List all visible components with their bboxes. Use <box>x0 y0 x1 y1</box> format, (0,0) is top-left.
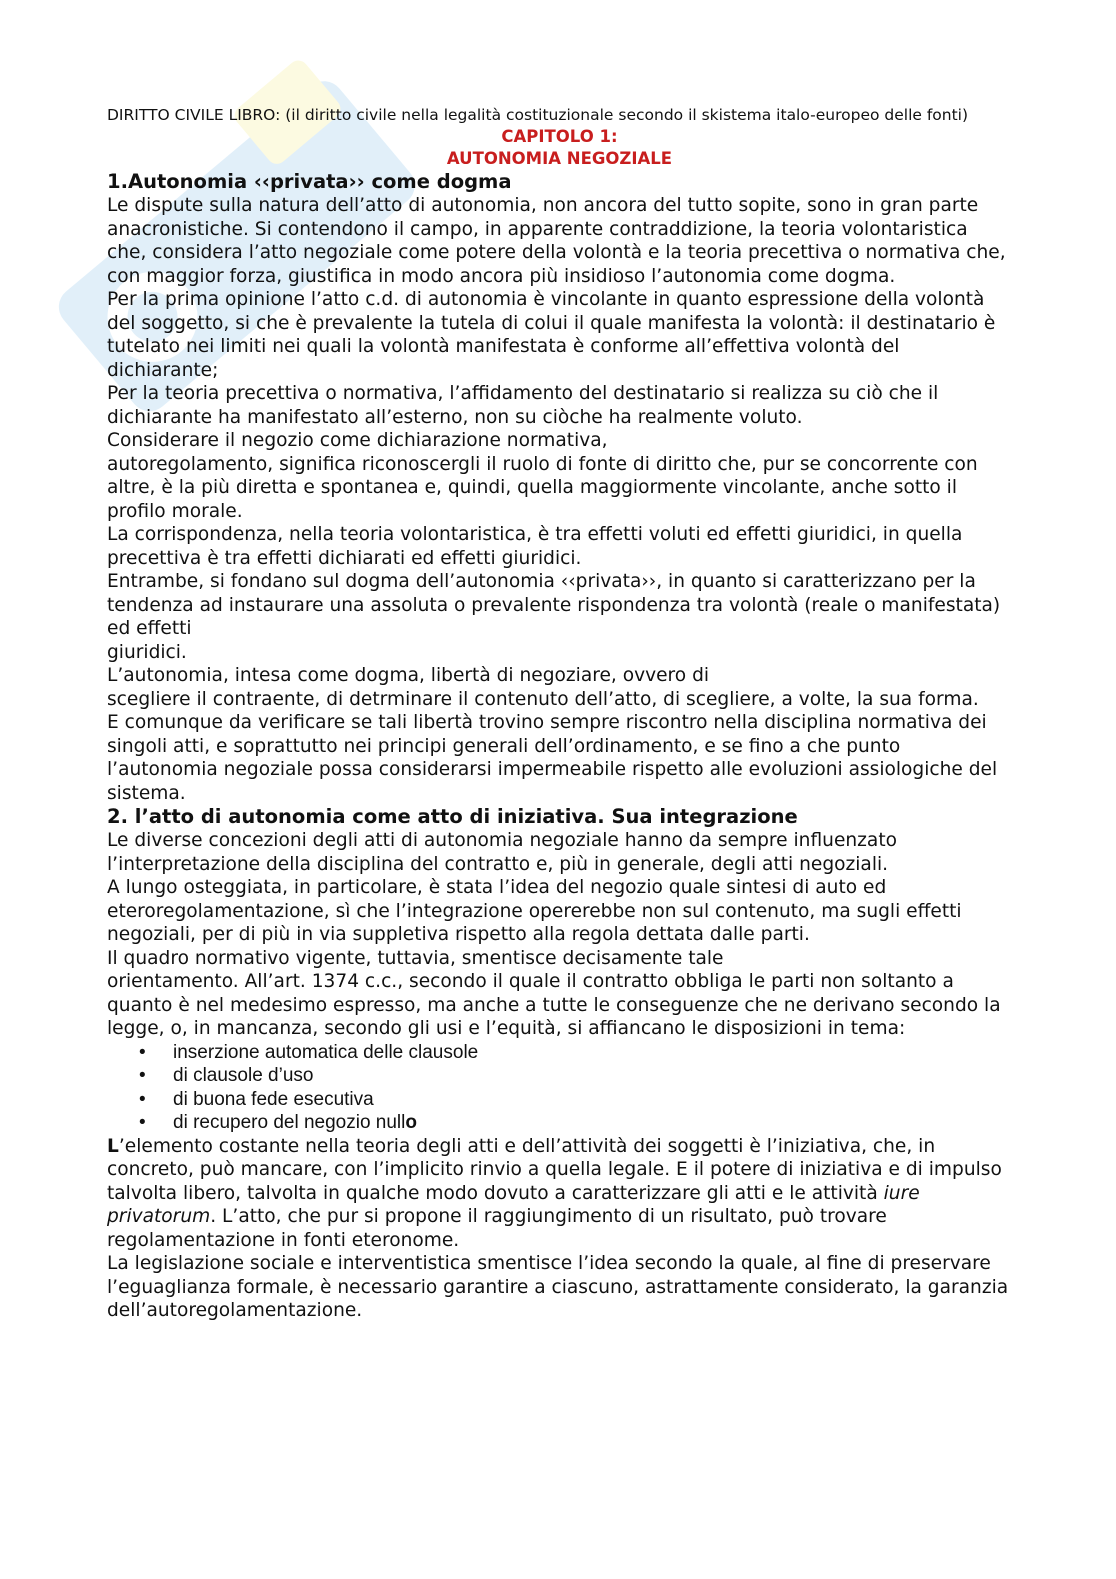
chapter-title: AUTONOMIA NEGOZIALE <box>446 149 673 168</box>
bullet-list <box>107 1041 1012 1135</box>
paragraph: Le diverse concezioni degli atti di autonomia negoziale hanno da sempre influenzato l’interpretazione della disciplina del contratto e, più in generale, degli atti negoziali. <box>107 830 897 875</box>
paragraph: Il quadro normativo vigente, tuttavia, smentisce decisamente tale <box>107 947 724 969</box>
paragraph: L’autonomia, intesa come dogma, libertà di negoziare, ovvero di <box>107 665 710 686</box>
paragraph: E comunque da verificare se tali libertà trovino sempre riscontro nella disciplina normativa dei singoli atti, e soprattutto nei principi generali dell’ordinamento, e se fino a che punto l’autonomia negoziale possa considerarsi impermeabile rispetto alle evoluzioni assiologiche del sistema. <box>107 712 998 804</box>
paragraph: Per la teoria precettiva o normativa, l’affidamento del destinatario si realizza su ciò che il dichiarante ha manifestato all’esterno, non su ciòche ha realmente voluto. <box>107 383 939 428</box>
chapter-number: CAPITOLO 1: <box>501 127 618 146</box>
list-item-text: di recupero del negozio null <box>173 1112 406 1133</box>
closing-text-2: . L’atto, che pur si propone il raggiungimento di un risultato, può trovare regolamentazione in fonti eteronome. <box>107 1206 887 1251</box>
closing-paragraph <box>107 1135 1012 1253</box>
paragraph: A lungo osteggiata, in particolare, è stata l’idea del negozio quale sintesi di auto ed eteroregolamentazione, sì che l’integrazione opererebbe non sul contenuto, ma sugli effetti negoziali, per di più in via suppletiva rispetto alla regola dettata dalle parti. <box>107 877 962 945</box>
paragraph: Le dispute sulla natura dell’atto di autonomia, non ancora del tutto sopite, sono in gran parte anacronistiche. Si contendono il campo, in apparente contraddizione, la teoria volontaristica che, considera l’atto negoziale come potere della volontà e la teoria precettiva o normativa che, con maggior forza, giustifica in modo ancora più insidioso l’autonomia come dogma. <box>107 195 1006 287</box>
closing-text-1: ’elemento costante nella teoria degli atti e dell’attività dei soggetti è l’iniziativa, che, in concreto, può mancare, con l’implicito rinvio a quella legale. E il potere di iniziativa e di impulso talvolta libero, talvolta in qualche modo dovuto a caratterizzare gli atti e le attività <box>107 1135 1002 1204</box>
list-item: • di clausole d’uso <box>107 1064 1012 1088</box>
final-paragraph: La legislazione sociale e interventistica smentisce l’idea secondo la quale, al fine di preservare l’eguaglianza formale, è necessario garantire a ciascuno, astrattamente considerato, la garanzia dell’autoregolamentazione. <box>107 1253 1009 1321</box>
paragraph: scegliere il contraente, di detrminare il contenuto dell’atto, di scegliere, a volte, la sua forma. <box>107 688 979 710</box>
paragraph: giuridici. <box>107 641 187 663</box>
paragraph: Considerare il negozio come dichiarazione normativa, <box>107 430 608 451</box>
paragraph: Per la prima opinione l’atto c.d. di autonomia è vincolante in quanto espressione della volontà del soggetto, si che è prevalente la tutela di colui il quale manifesta la volontà: il destinatario è tutelato nei limiti nei quali la volontà manifestata è conforme all’effettiva volontà del dichiarante; <box>107 289 996 381</box>
list-item: • di buona fede esecutiva <box>107 1088 1012 1112</box>
list-item <box>107 1111 1012 1135</box>
section-1-heading: 1.Autonomia ‹‹privata›› come dogma <box>107 170 512 193</box>
paragraph: autoregolamento, significa riconoscergli il ruolo di fonte di diritto che, pur se concorrente con altre, è la più diretta e spontanea e, quindi, quella maggiormente vincolante, anche sotto il profilo morale. <box>107 453 978 522</box>
list-item: • inserzione automatica delle clausole <box>107 1041 1012 1065</box>
section-2-heading: 2. l’atto di autonomia come atto di iniziativa. Sua integrazione <box>107 805 798 828</box>
bold-initial: L <box>107 1135 119 1157</box>
document-page <box>107 104 1012 1323</box>
italic-term: iure privatorum <box>107 1182 920 1227</box>
paragraph: Entrambe, si fondano sul dogma dell’autonomia ‹‹privata››, in quanto si caratterizzano per la tendenza ad instaurare una assoluta o prevalente rispondenza tra volontà (reale o manifestata) ed effetti <box>107 571 1001 639</box>
paragraph: orientamento. All’art. 1374 c.c., secondo il quale il contratto obbliga le parti non soltanto a quanto è nel medesimo espresso, ma anche a tutte le conseguenze che ne derivano secondo la legge, o, in mancanza, secondo gli usi e l’equità, si affiancano le disposizioni in tema: <box>107 971 1001 1039</box>
paragraph: La corrispondenza, nella teoria volontaristica, è tra effetti voluti ed effetti giuridici, in quella precettiva è tra effetti dichiarati ed effetti giuridici. <box>107 524 963 569</box>
document-title: DIRITTO CIVILE LIBRO: (il diritto civile nella legalità costituzionale secondo il skistema italo-europeo delle fonti) <box>107 106 969 124</box>
list-item-bold-end: o <box>405 1112 417 1133</box>
